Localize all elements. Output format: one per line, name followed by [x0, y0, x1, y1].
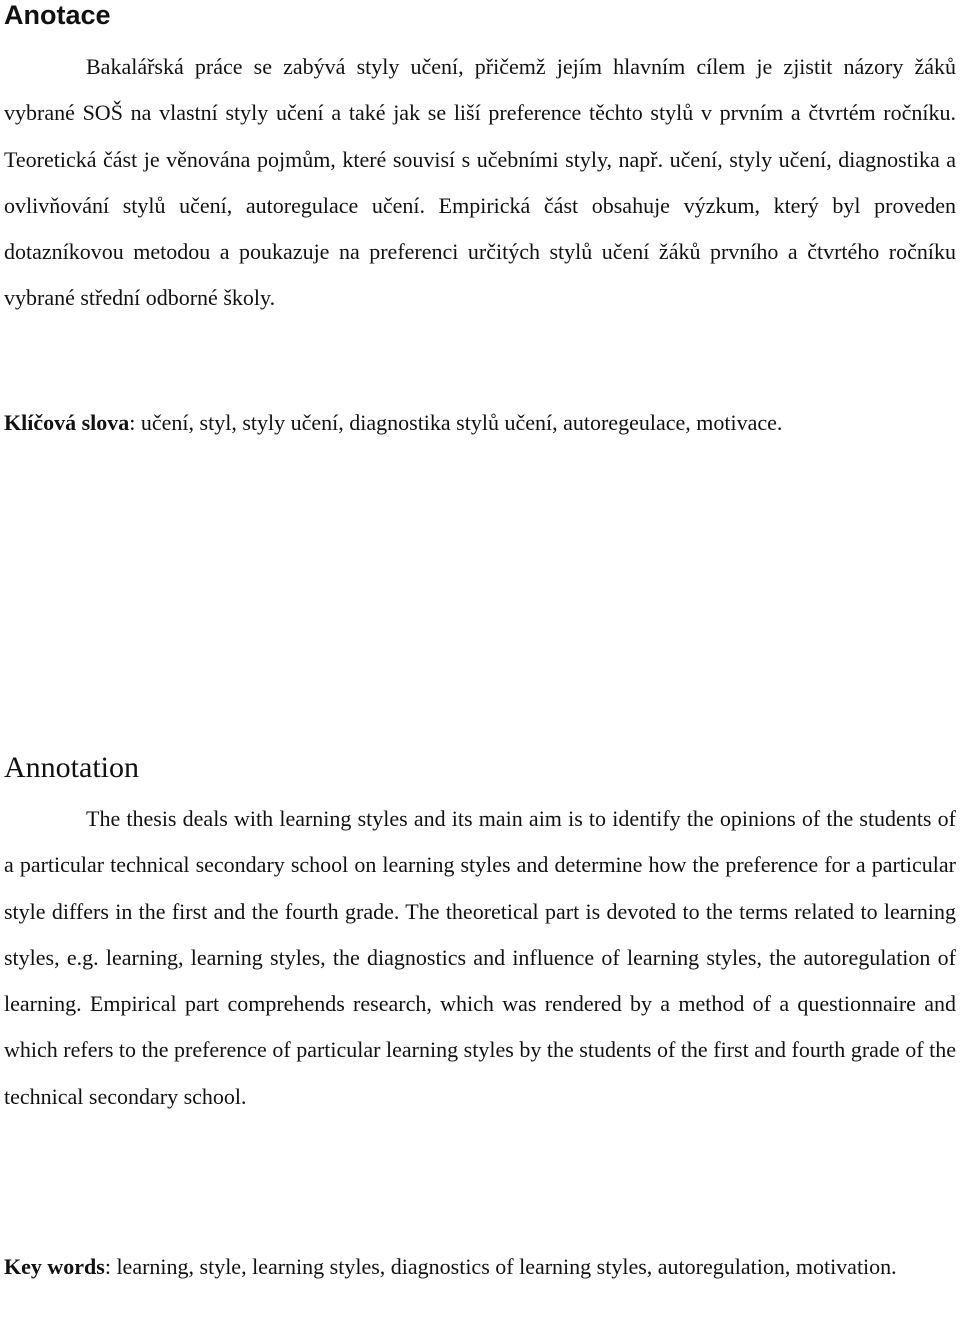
english-keywords	[4, 1248, 956, 1286]
czech-abstract-paragraph: Bakalářská práce se zabývá styly učení, přičemž jejím hlavním cílem je zjistit názory žáků vybrané SOŠ na vlastní styly učení a také jak se liší preference těchto stylů v prvním a čtvrtém ročníku. Teoretická část je věnována pojmům, které souvisí s učebními styly, např. učení, styly učení, diagnostika a ovlivňování stylů učení, autoregulace učení. Empirická část obsahuje výzkum, který byl proveden dotazníkovou metodou a poukazuje na preferenci určitých stylů učení žáků prvního a čtvrtého ročníku vybrané střední odborné školy.	[4, 54, 956, 311]
english-abstract-paragraph: The thesis deals with learning styles and its main aim is to identify the opinions of the students of a particular technical secondary school on learning styles and determine how the preference for a particular style differs in the first and the fourth grade. The theoretical part is devoted to the terms related to learning styles, e.g. learning, learning styles, the diagnostics and influence of learning styles, the autoregulation of learning. Empirical part comprehends research, which was rendered by a method of a questionnaire and which refers to the preference of particular learning styles by the students of the first and fourth grade of the technical secondary school.	[4, 806, 956, 1109]
czech-keywords-label: Klíčová slova	[4, 410, 130, 435]
english-keywords-label: Key words	[4, 1254, 105, 1279]
english-abstract-heading: Annotation	[4, 751, 139, 784]
czech-keywords	[4, 403, 956, 443]
czech-keywords-text: : učení, styl, styly učení, diagnostika stylů učení, autoregeulace, motivace.	[129, 410, 783, 435]
english-keywords-text: : learning, style, learning styles, diagnostics of learning styles, autoregulation, motivation.	[104, 1254, 897, 1279]
czech-abstract-heading: Anotace	[4, 0, 111, 30]
